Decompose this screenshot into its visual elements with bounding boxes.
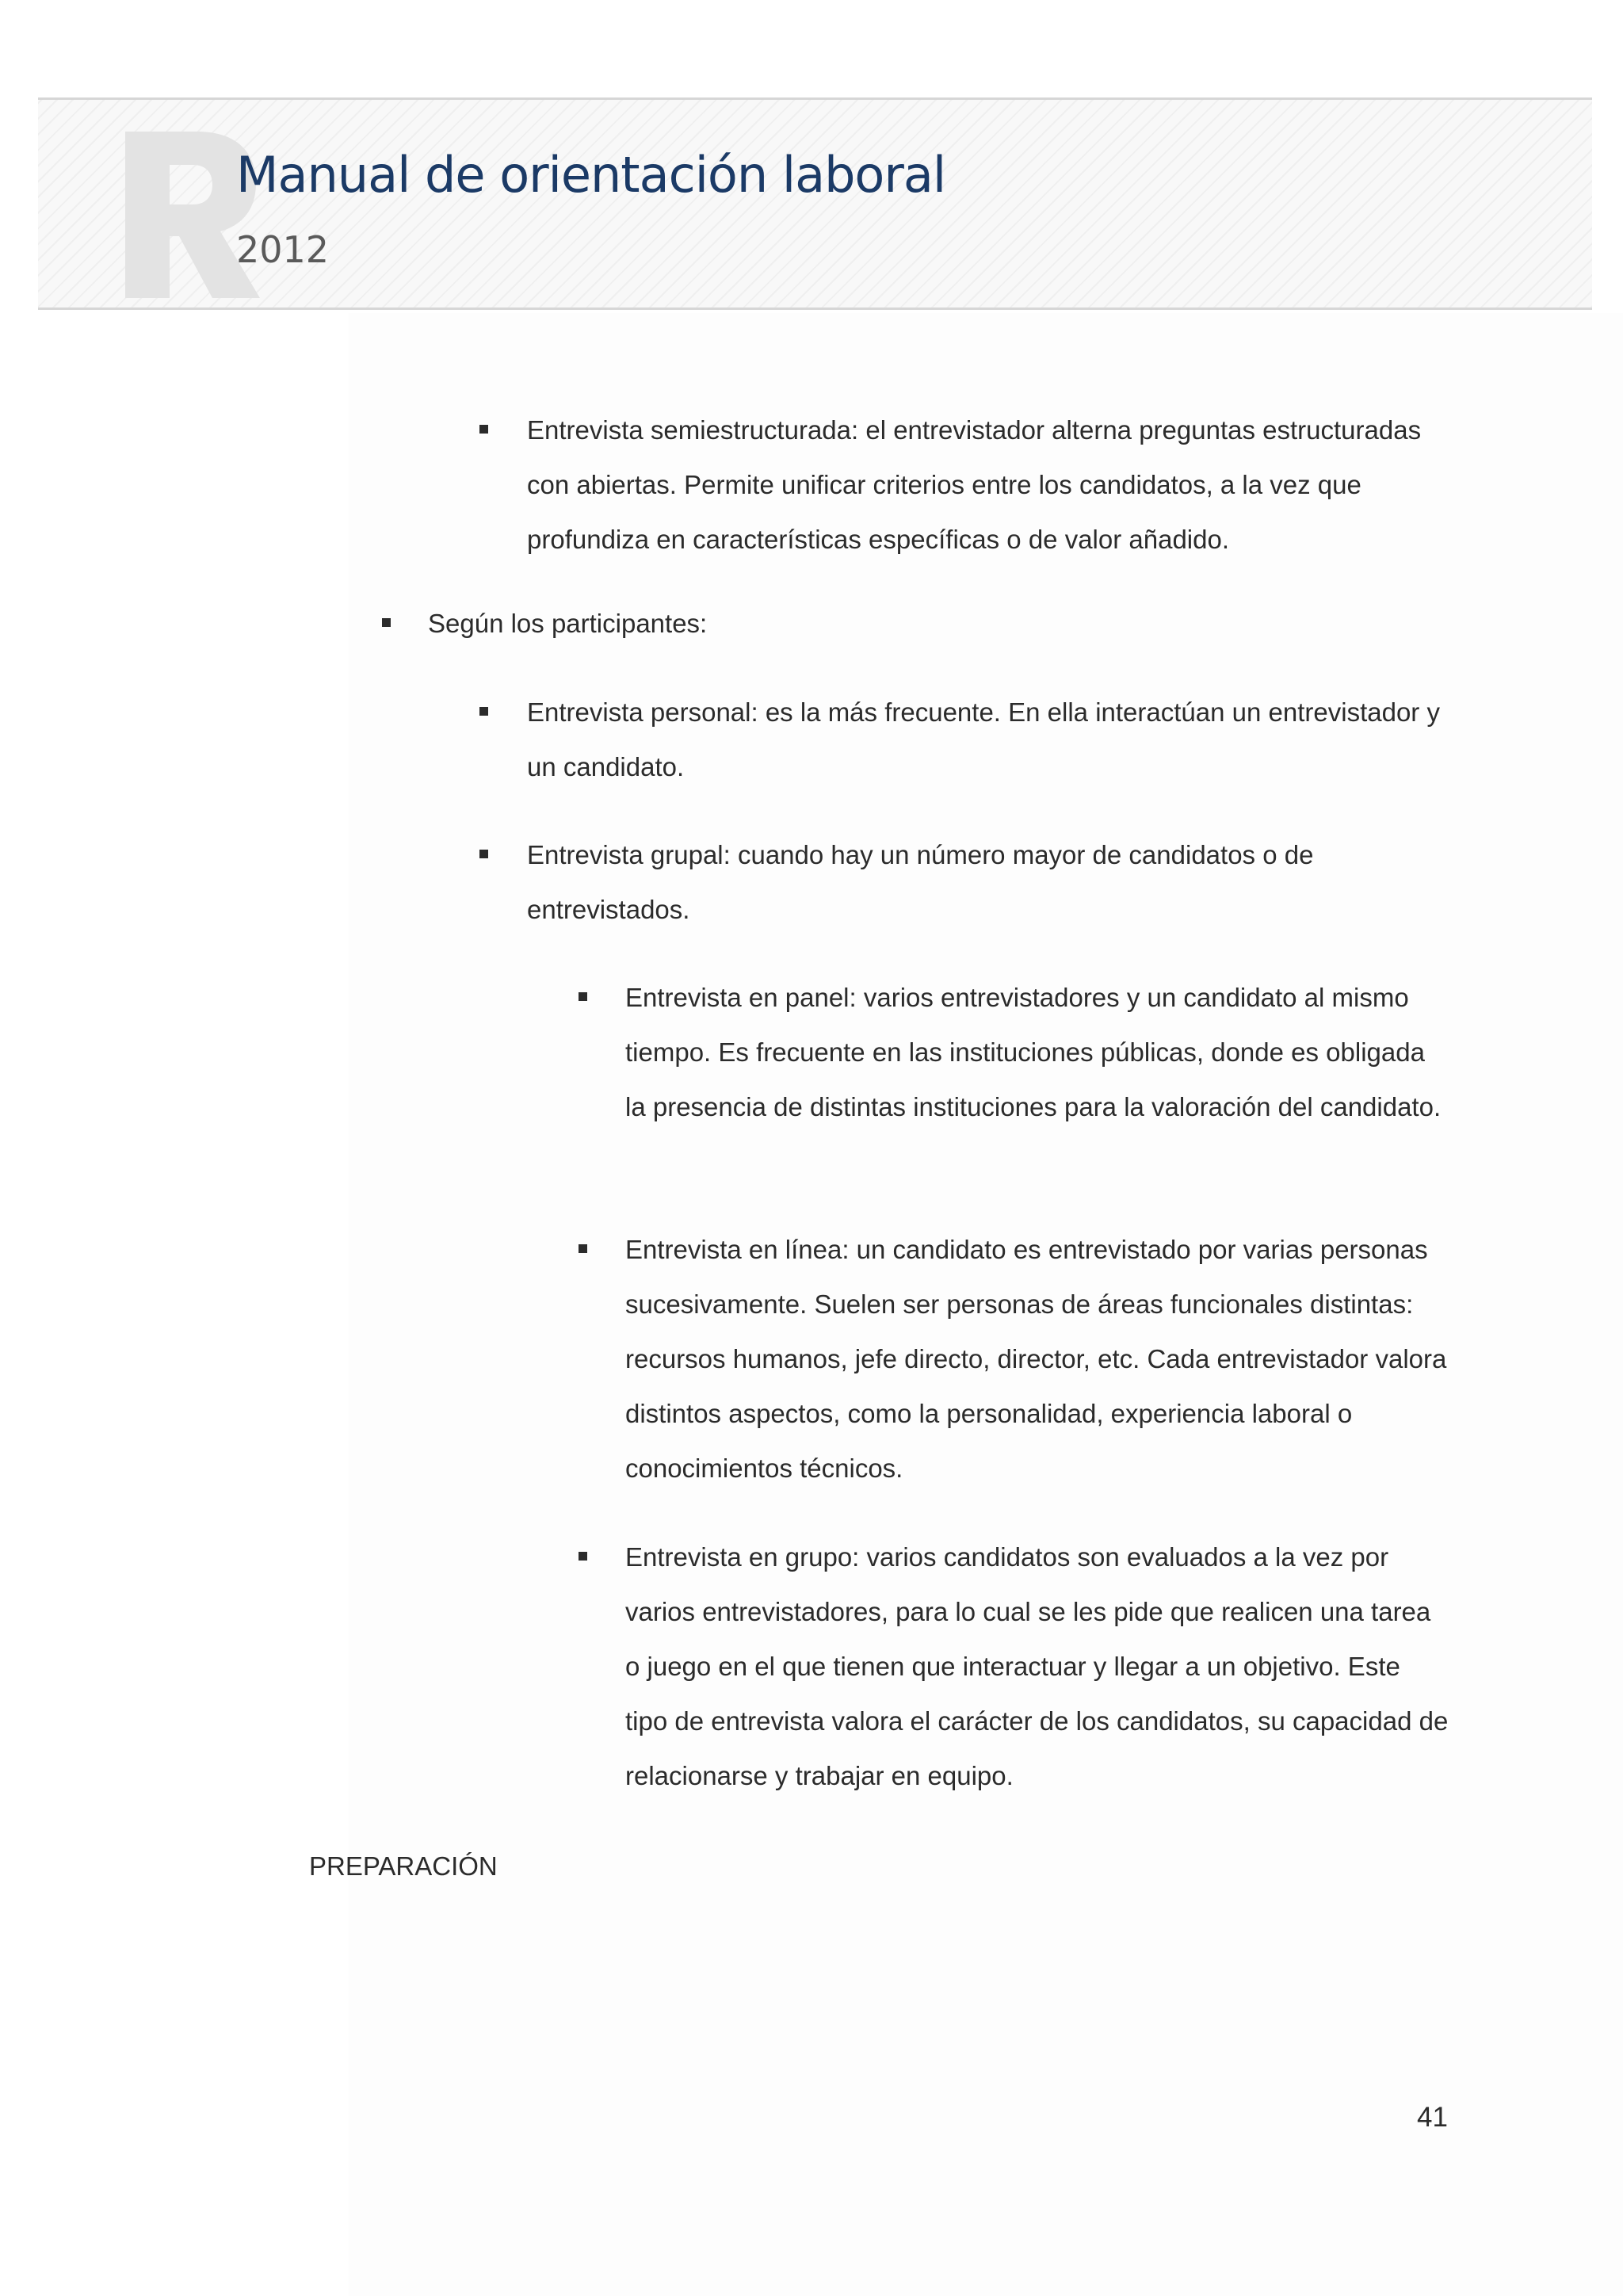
square-bullet-icon: [382, 618, 391, 627]
list-item: [527, 685, 1462, 794]
square-bullet-icon: [479, 707, 488, 716]
list-item: [625, 970, 1449, 1134]
list-item: [527, 827, 1462, 937]
list-item-text: Entrevista semiestructurada: el entrevistador alterna preguntas estructuradas con abiertas. Permite unificar criterios entre los candidatos, a la vez que profundiza en características específicas o de valor añadido.: [527, 415, 1422, 554]
document-title: Manual de orientación laboral: [236, 146, 946, 204]
document-year: 2012: [236, 228, 330, 271]
square-bullet-icon: [579, 1552, 587, 1561]
list-item: [428, 596, 1458, 651]
page-number: 41: [1417, 2102, 1448, 2133]
list-item: [527, 403, 1462, 567]
list-item-text: Entrevista personal: es la más frecuente. En ella interactúan un entrevistador y un candidato.: [527, 697, 1440, 781]
list-item-text: Entrevista en panel: varios entrevistadores y un candidato al mismo tiempo. Es frecuente en las instituciones públicas, donde es obligada la presencia de distintas instituciones para la valoración del candidato.: [625, 983, 1442, 1121]
list-item: [625, 1222, 1449, 1496]
square-bullet-icon: [479, 850, 488, 858]
square-bullet-icon: [579, 992, 587, 1001]
section-heading: PREPARACIÓN: [309, 1851, 498, 1881]
list-item: [625, 1530, 1449, 1803]
list-item-text: Entrevista en grupo: varios candidatos son evaluados a la vez por varios entrevistadores, para lo cual se les pide que realicen una tarea o juego en el que tienen que interactuar y llegar a un objetivo. Este tipo de entrevista valora el carácter de los candidatos, su capacidad de relacionarse y trabajar en equipo.: [625, 1542, 1449, 1790]
square-bullet-icon: [479, 425, 488, 434]
square-bullet-icon: [579, 1244, 587, 1253]
list-item-text: Según los participantes:: [428, 609, 708, 638]
list-item-text: Entrevista grupal: cuando hay un número mayor de candidatos o de entrevistados.: [527, 840, 1314, 924]
list-item-text: Entrevista en línea: un candidato es entrevistado por varias personas sucesivamente. Suelen ser personas de áreas funcionales distintas: recursos humanos, jefe directo, director, etc. Cada entrevistador valora distintos aspectos, como la personalidad, experiencia laboral o conocimientos técnicos.: [625, 1235, 1447, 1483]
